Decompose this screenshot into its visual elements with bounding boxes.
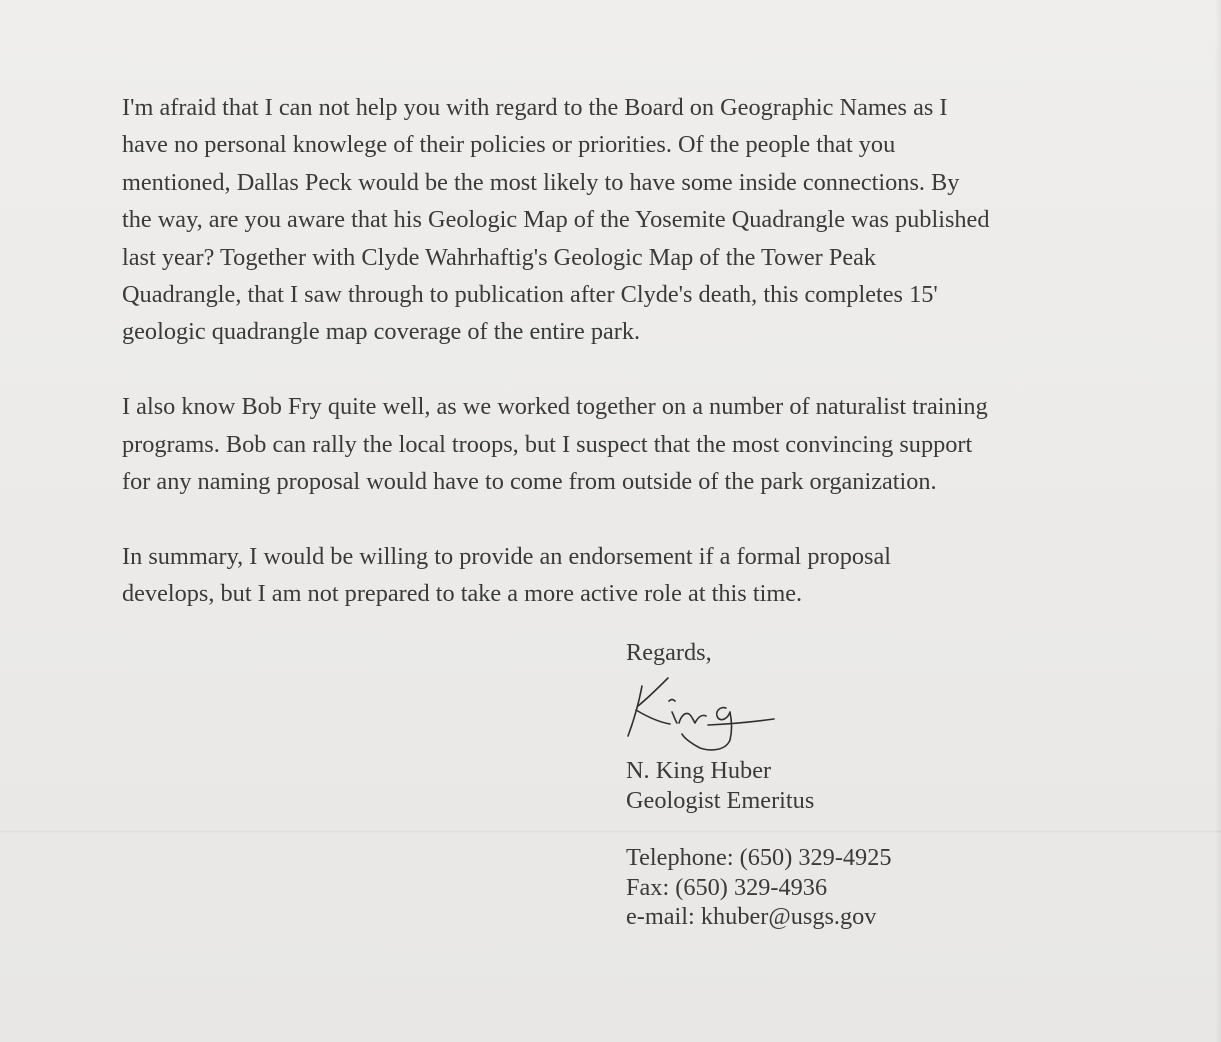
text-line: I also know Bob Fry quite well, as we worked together on a number of naturalist training <box>122 393 988 421</box>
text-line: have no personal knowlege of their policies or priorities. Of the people that you <box>122 131 896 159</box>
text-line: geologic quadrangle map coverage of the entire park. <box>122 318 641 346</box>
signer-title: Geologist Emeritus <box>626 786 815 814</box>
text-line: programs. Bob can rally the local troops, but I suspect that the most convincing support <box>122 430 973 458</box>
text-line: the way, are you aware that his Geologic Map of the Yosemite Quadrangle was published <box>122 206 990 234</box>
fax-line: Fax: (650) 329-4936 <box>626 873 828 901</box>
text-line: I'm afraid that I can not help you with regard to the Board on Geographic Names as I <box>122 94 948 121</box>
paper-fold-line <box>0 830 1221 833</box>
paragraph-bob-fry <box>122 388 1172 500</box>
signer-block <box>626 756 814 815</box>
signer-name: N. King Huber <box>626 757 772 784</box>
text-line: develops, but I am not prepared to take a more active role at this time. <box>122 580 803 608</box>
paper-edge-shadow <box>1215 0 1221 1042</box>
paragraph-summary <box>122 538 1172 613</box>
text-line: for any naming proposal would have to come from outside of the park organization. <box>122 467 937 495</box>
text-line: Quadrangle, that I saw through to publication after Clyde's death, this completes 15' <box>122 280 938 308</box>
text-line: mentioned, Dallas Peck would be the most likely to have some inside connections. By <box>122 168 960 196</box>
closing-salutation: Regards, <box>626 639 712 666</box>
telephone-line: Telephone: (650) 329-4925 <box>626 844 892 871</box>
paragraph-board-names <box>122 89 1172 351</box>
text-line: last year? Together with Clyde Wahrhaftig's Geologic Map of the Tower Peak <box>122 243 877 271</box>
contact-block <box>626 843 892 932</box>
email-line: e-mail: khuber@usgs.gov <box>626 903 877 930</box>
handwritten-signature <box>622 668 782 756</box>
text-line: In summary, I would be willing to provide an endorsement if a formal proposal <box>122 542 891 570</box>
letter-body <box>122 89 1172 650</box>
